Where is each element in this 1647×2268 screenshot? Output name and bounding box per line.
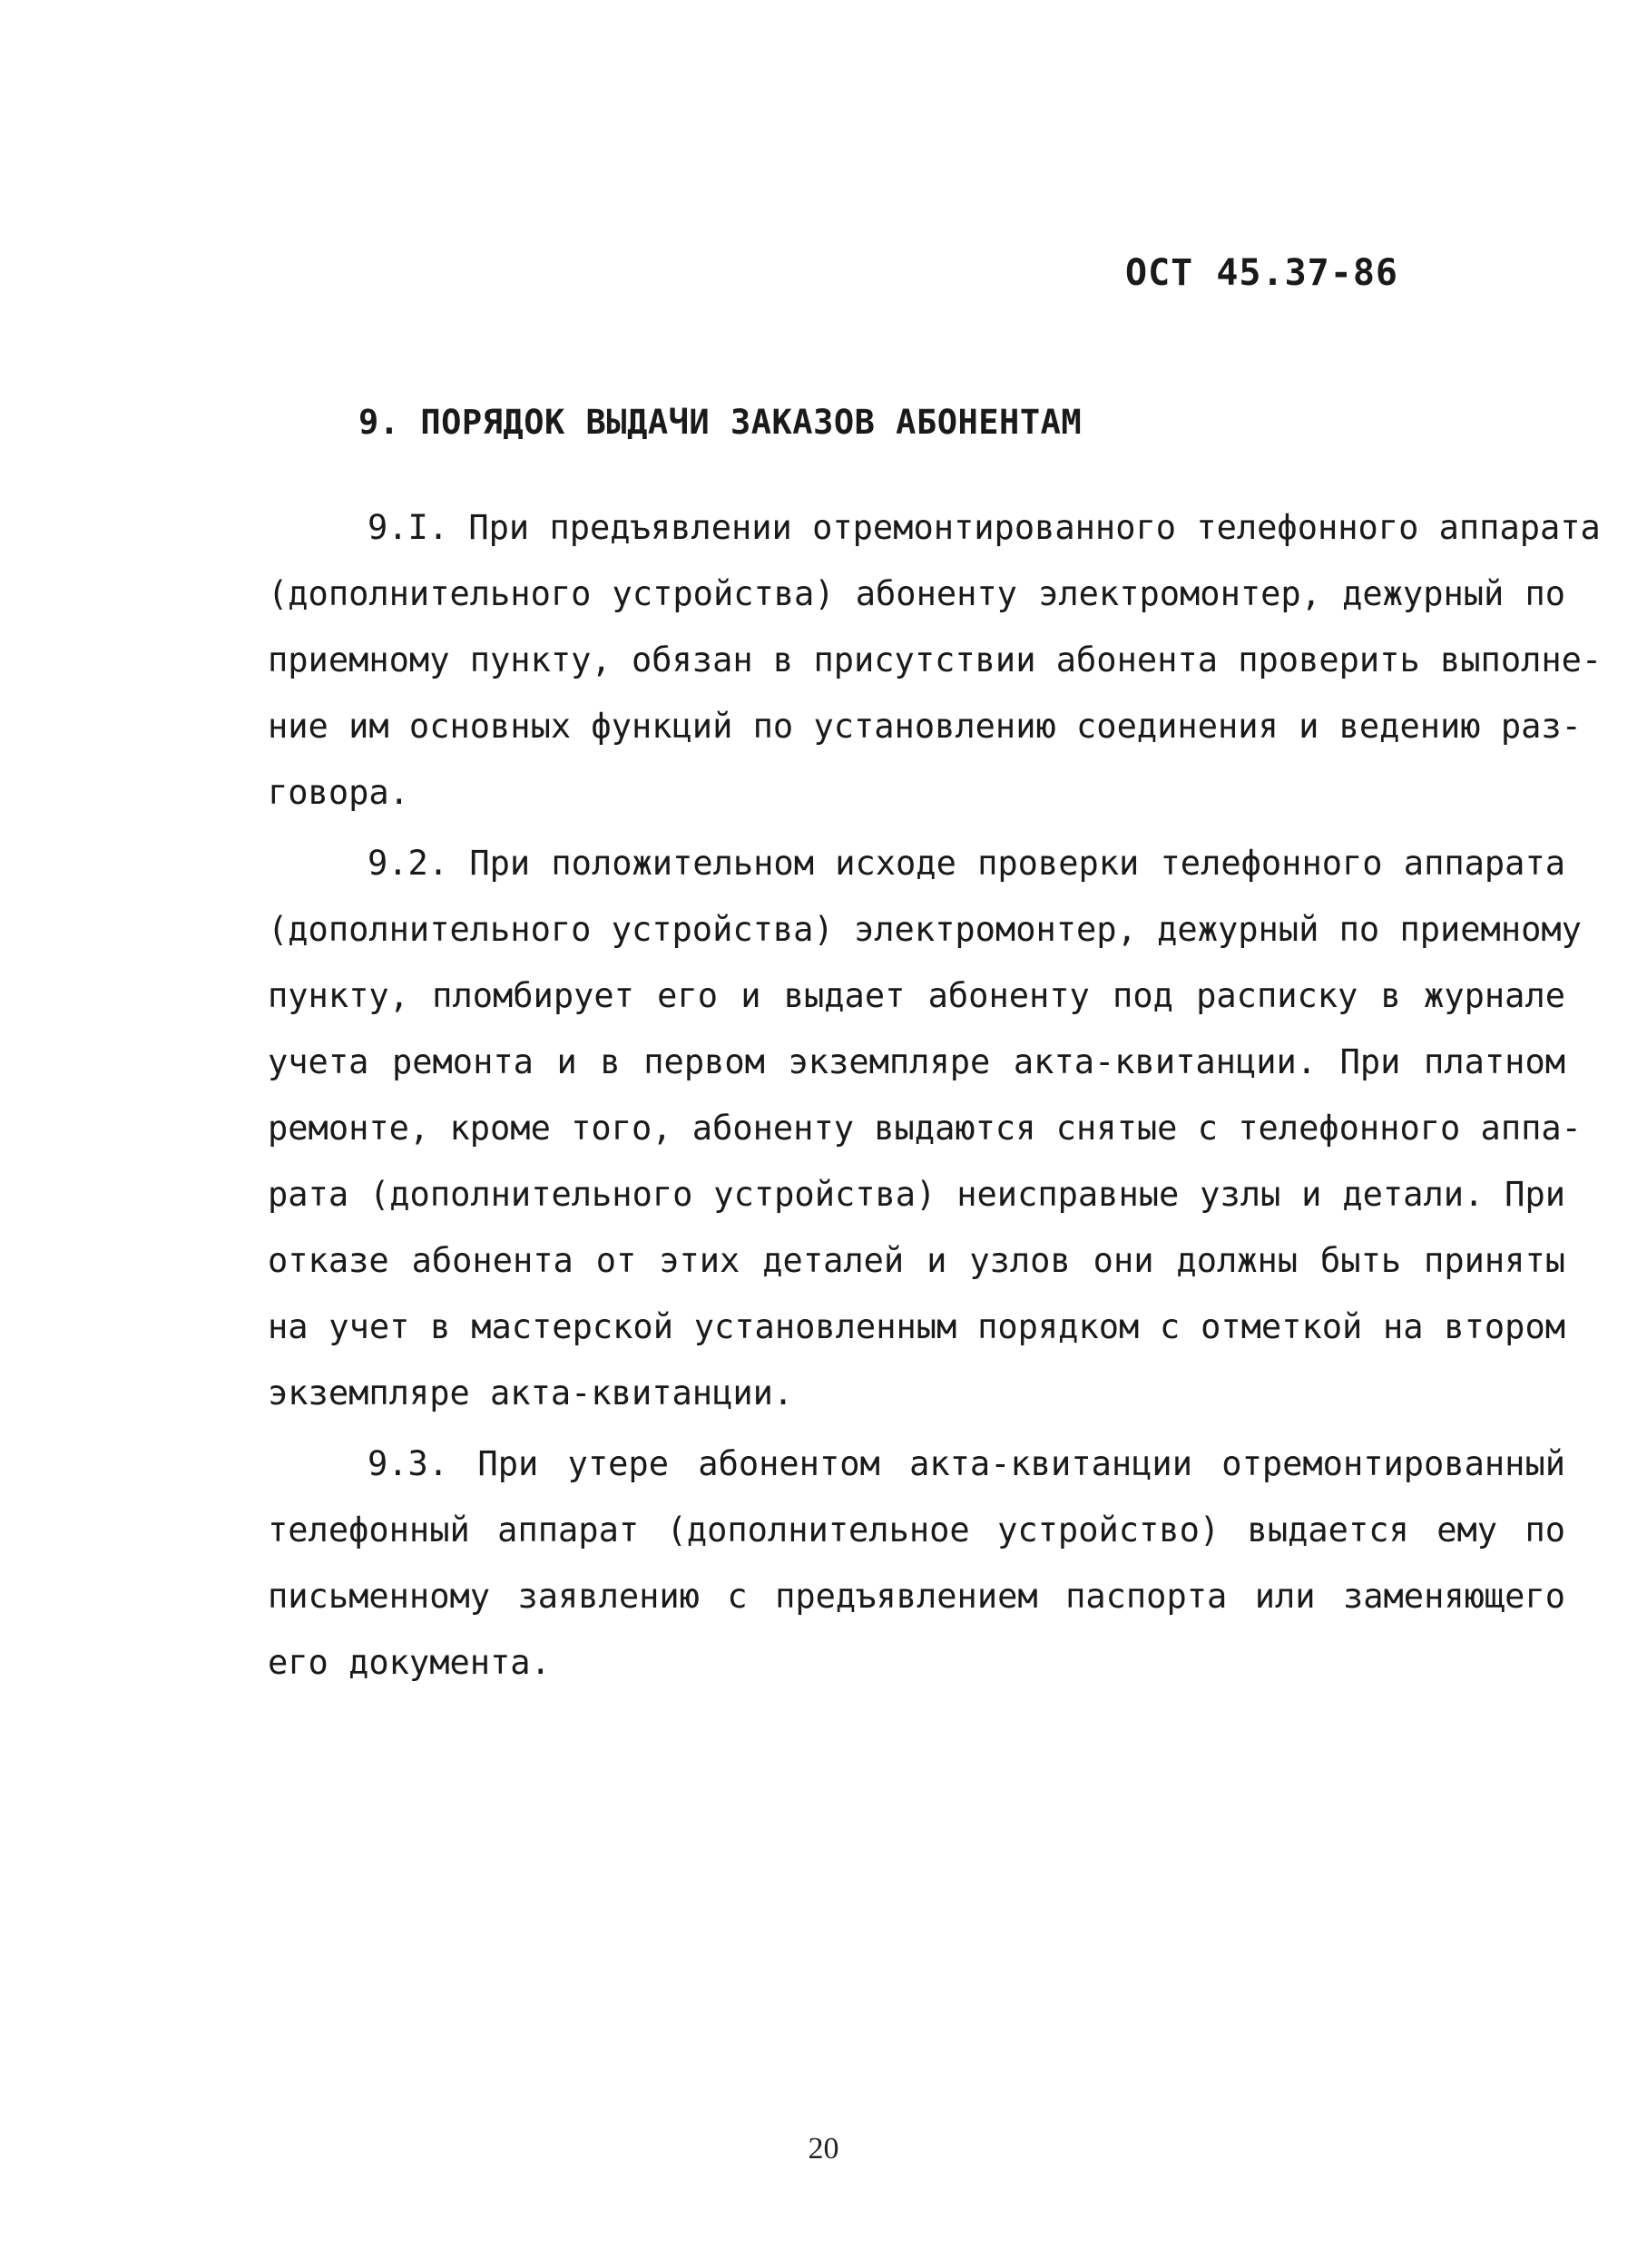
paragraph-line: телефонный аппарат (дополнительное устройство) выдается ему по <box>268 1510 1565 1549</box>
paragraph-line: 9.2. При положительном исходе проверки телефонного аппарата <box>368 844 1565 883</box>
paragraph-line: приемному пункту, обязан в присутствии абонента проверить выполне- <box>268 640 1603 679</box>
paragraph-line: говора. <box>268 773 409 812</box>
paragraph-line: пункту, пломбирует его и выдает абоненту под расписку в журнале <box>268 976 1565 1015</box>
paragraph-line: ние им основных функций по установлению соединения и ведению раз- <box>268 707 1582 746</box>
paragraph-line: ремонте, кроме того, абоненту выдаются снятые с телефонного аппа- <box>268 1109 1582 1148</box>
paragraph-line: (дополнительного устройства) электромонтер, дежурный по приемному <box>268 910 1582 949</box>
paragraph-line: 9.I. При предъявлении отремонтированного телефонного аппарата <box>368 508 1601 547</box>
section-heading: 9. ПОРЯДОК ВЫДАЧИ ЗАКАЗОВ АБОНЕНТАМ <box>358 403 1083 442</box>
paragraph-9-3 <box>268 1431 1565 1696</box>
paragraph-line: его документа. <box>268 1643 551 1682</box>
body-text <box>268 494 1603 1700</box>
paragraph-line: (дополнительного устройства) абоненту электромонтер, дежурный по <box>268 574 1565 613</box>
paragraph-line: рата (дополнительного устройства) неисправные узлы и детали. При <box>268 1175 1565 1214</box>
paragraph-line: письменному заявлению с предъявлением паспорта или заменяющего <box>268 1577 1565 1616</box>
paragraph-9-2 <box>268 830 1582 1426</box>
paragraph-line: отказе абонента от этих деталей и узлов они должны быть приняты <box>268 1241 1565 1280</box>
document-code: ОСТ 45.37-86 <box>1125 252 1398 294</box>
paragraph-line: экземпляре акта-квитанции. <box>268 1374 794 1413</box>
paragraph-line: 9.3. При утере абонентом акта-квитанции отремонтированный <box>368 1444 1565 1483</box>
paragraph-line: учета ремонта и в первом экземпляре акта-квитанции. При платном <box>268 1042 1565 1081</box>
paragraph-9-1 <box>268 494 1603 826</box>
paragraph-line: на учет в мастерской установленным порядком с отметкой на втором <box>268 1307 1565 1346</box>
page-number: 20 <box>808 2132 839 2165</box>
